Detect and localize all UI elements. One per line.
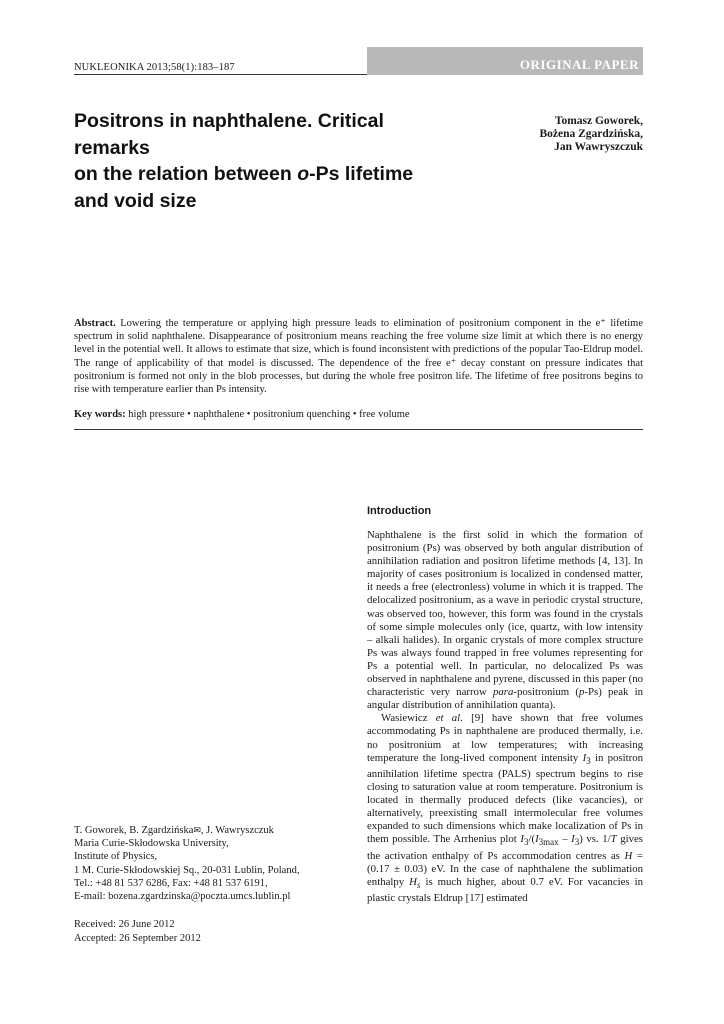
envelope-icon: ✉ bbox=[193, 825, 201, 835]
math-I3: I bbox=[582, 751, 587, 764]
text-run: Wasiewicz bbox=[381, 712, 436, 725]
text-run: -positronium ( bbox=[513, 686, 579, 699]
keywords-label: Key words: bbox=[74, 409, 126, 420]
article-dates bbox=[74, 918, 201, 945]
math-I3: I bbox=[571, 833, 575, 846]
author-list bbox=[539, 115, 643, 154]
math-sub: s bbox=[416, 879, 421, 890]
italic-run: et al bbox=[435, 712, 461, 725]
math-sub: 3 bbox=[586, 755, 591, 766]
text-run: = (0.17 ± 0.03) eV. In the case of naphthalene the sublimation enthalpy bbox=[367, 849, 643, 888]
text-run: is much higher, about 0.7 eV. For vacancies in plastic crystals Eldrup [17] estimated bbox=[367, 875, 643, 904]
italic-run: p bbox=[578, 686, 585, 699]
article-type-banner bbox=[367, 47, 643, 75]
journal-citation: NUKLEONIKA 2013;58(1):183–187 bbox=[74, 62, 235, 73]
article-type-label: ORIGINAL PAPER bbox=[519, 57, 639, 72]
affiliation-line: 1 M. Curie-Skłodowskiej Sq., 20-031 Lublin, Poland, bbox=[74, 864, 300, 876]
math-sub: 3 bbox=[523, 837, 529, 848]
math-sub: 3max bbox=[538, 837, 559, 848]
keywords bbox=[74, 409, 643, 420]
introduction-body bbox=[367, 529, 643, 905]
title-line-2-post: -Ps lifetime bbox=[309, 163, 414, 185]
italic-run: para bbox=[492, 686, 514, 699]
text-run: T. Goworek, B. Zgardzińska bbox=[74, 825, 194, 836]
text-run: in positron annihilation lifetime spectra (PALS) spectrum begins to rise closing to saturation value at room temperature. Positronium is located in thermally produced defects (like vacancies), or alternatively, preexisting small intermolecular free volumes expanded to such dimensions which make localization of Ps in them possible. The Arrhenius plot bbox=[367, 751, 643, 846]
paper-title bbox=[74, 108, 464, 214]
math-I3max: I bbox=[535, 833, 539, 846]
text-run: , J. Wawryszczuk bbox=[200, 825, 274, 836]
author-name: Tomasz Goworek, bbox=[554, 115, 643, 127]
author-name: Bożena Zgardzińska, bbox=[539, 128, 643, 140]
abstract bbox=[74, 317, 643, 396]
received-date: Received: 26 June 2012 bbox=[74, 919, 175, 930]
keywords-rule bbox=[74, 429, 643, 430]
text-run: . [9] have shown that free volumes accommodating Ps in naphthalene are produced thermally, i.e. no positronium at low temperatures; with increasing temperature the long-lived component intensity bbox=[367, 712, 643, 764]
text-run: gives the activation enthalpy of Ps accommodation centres as bbox=[367, 833, 643, 862]
affiliation-line: Maria Curie-Skłodowska University, bbox=[74, 838, 229, 850]
math-sub: 3 bbox=[574, 837, 580, 848]
math-I3: I bbox=[520, 833, 524, 846]
text-run: -Ps) peak in angular distribution of annihilation quanta). bbox=[367, 686, 644, 712]
math-T: T bbox=[610, 833, 617, 846]
abstract-text: Lowering the temperature or applying high pressure leads to elimination of positronium component in the e⁺ lifetime spectrum in solid naphthalene. Disappearance of positronium means reaching the free volume size limit at which there is no energy level in the potential well. It allows to estimate that size, which is found inconsistent with predictions of the popular Tao-Eldrup model. The range of applicability of that model is discussed. The dependence of the free e⁺ decay constant on pressure indicates that positronium is formed not only in the blob processes, but during the whole free positron life. The lifetime of free positrons begins to rise with temperature earlier than Ps intensity. bbox=[74, 318, 643, 396]
abstract-label: Abstract. bbox=[74, 318, 116, 329]
math-H: H bbox=[624, 849, 633, 862]
paragraph bbox=[367, 529, 643, 712]
section-heading: Introduction bbox=[367, 505, 432, 517]
affiliation-line: Institute of Physics, bbox=[74, 851, 158, 863]
affiliation bbox=[74, 824, 299, 903]
text-run: vs. 1/ bbox=[582, 833, 611, 846]
author-name: Jan Wawryszczuk bbox=[554, 141, 643, 153]
title-line-1: Positrons in naphthalene. Critical remarks bbox=[74, 110, 384, 159]
accepted-date: Accepted: 26 September 2012 bbox=[74, 932, 201, 944]
affiliation-email: E-mail: bozena.zgardzinska@poczta.umcs.lublin.pl bbox=[74, 891, 291, 903]
title-line-2-pre: on the relation between bbox=[74, 163, 298, 185]
header-rule bbox=[74, 74, 367, 75]
affiliation-line: Tel.: +48 81 537 6286, Fax: +48 81 537 6191, bbox=[74, 877, 268, 889]
affiliation-authors bbox=[74, 824, 299, 837]
keywords-text: high pressure • naphthalene • positronium quenching • free volume bbox=[128, 409, 410, 420]
title-line-3: and void size bbox=[74, 189, 197, 212]
title-italic-o: o bbox=[297, 163, 310, 185]
paragraph: Wasiewicz et al. [9] have shown that free volumes accommodating Ps in naphthalene are produced thermally, i.e. no positronium at low temperatures; with increasing temperature the long-lived component intensity $I_3$ in positron annihilation lifetime spectra (PALS) spectrum begins to rise closing to saturation value at room temperature. Positronium is located in thermally produced defects (like vacancies), or alternatively, preexisting small intermolecular free volumes expanded to such dimensions which make localization of Ps in them possible. The Arrhenius plot $I_3/(I_{3max} - I_3)$ vs. 1/T gives the activation enthalpy of Ps accommodation centres as H = (0.17 ± 0.03) eV. In the case of naphthalene the sublimation enthalpy $H_s$ is much higher, about 0.7 eV. For vacancies in plastic crystals Eldrup [17] estimated bbox=[367, 712, 643, 904]
math-Hs: H bbox=[409, 875, 417, 888]
text-run: Naphthalene is the first solid in which the formation of positronium (Ps) was observed by both angular distribution of annihilation radiation and positron lifetime methods [4, 13]. In majority of cases positronium is localized in condensed matter, it needs a free (electronless) volume in which it is trapped. The delocalized positronium, as a wave in periodic crystal structure, was observed too, however, this form was found in the crystals of some simple molecules only (ice, quartz, with low intensity – alkali halides). In organic crystals of more complex structure Ps was always found trapped in free volumes representing for Ps a potential well. In particular, no delocalized Ps was observed in naphthalene and pyrene, discussed in this paper (no characteristic very narrow bbox=[367, 529, 643, 699]
